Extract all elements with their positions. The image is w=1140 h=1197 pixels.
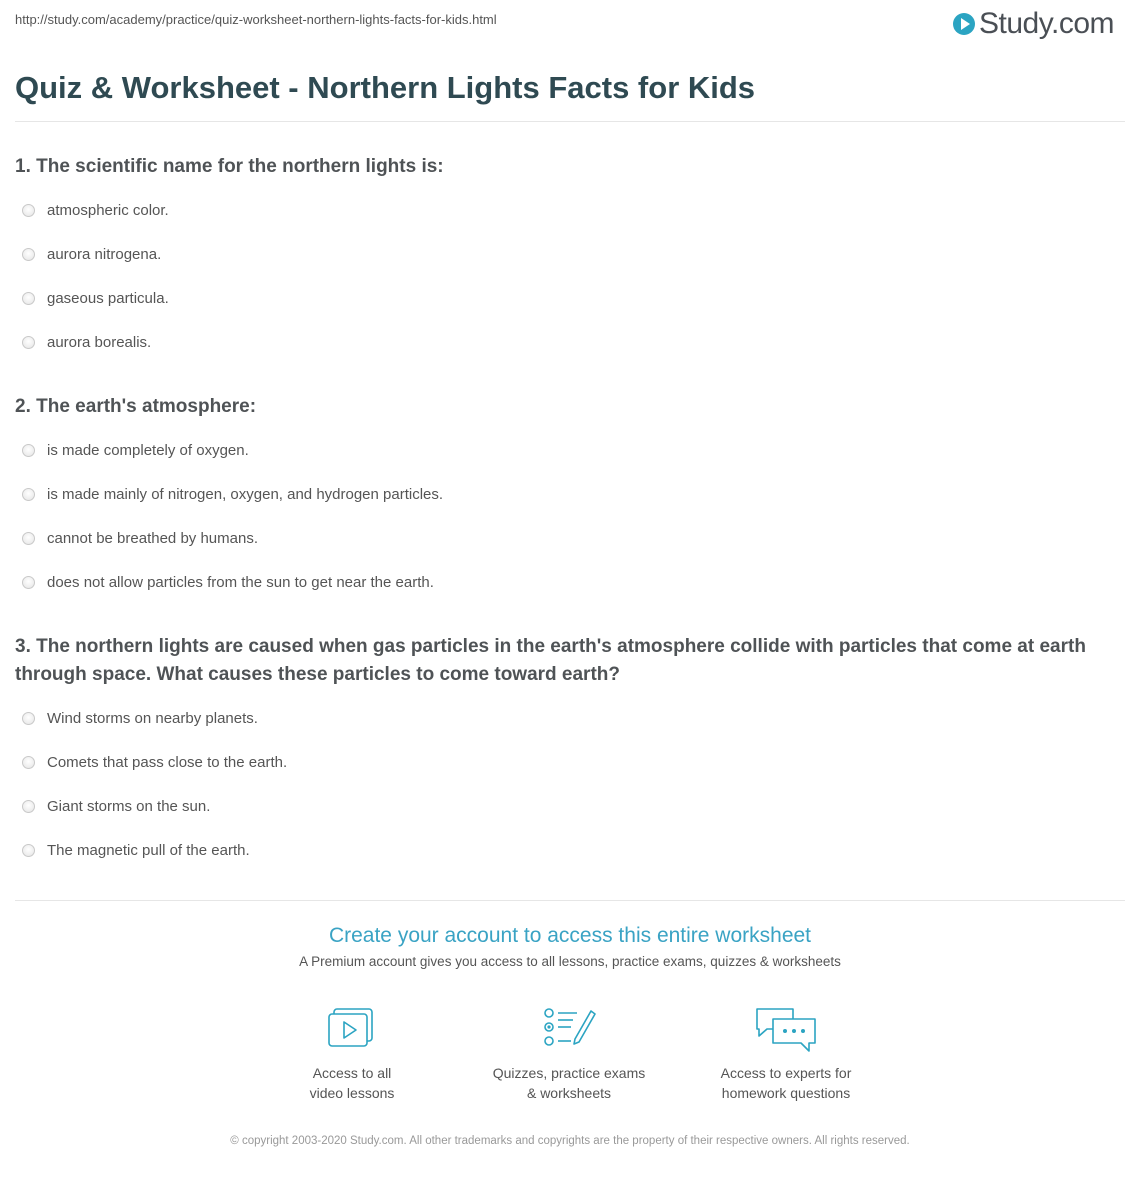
option-label: Giant storms on the sun. bbox=[47, 797, 211, 815]
option-label: atmospheric color. bbox=[47, 201, 169, 219]
option-label: cannot be breathed by humans. bbox=[47, 529, 258, 547]
cta-link[interactable]: Create your account to access this entire worksheet bbox=[328, 924, 812, 947]
option-label: The magnetic pull of the earth. bbox=[47, 841, 250, 859]
feature-label-line: Access to all bbox=[312, 1065, 392, 1081]
radio-button[interactable] bbox=[22, 248, 35, 261]
title-divider bbox=[15, 121, 1125, 122]
feature-quizzes bbox=[469, 1005, 669, 1103]
radio-button[interactable] bbox=[22, 756, 35, 769]
radio-button[interactable] bbox=[22, 844, 35, 857]
play-logo-icon bbox=[953, 13, 975, 35]
option-2b[interactable] bbox=[22, 484, 443, 504]
question-1: 1. The scientific name for the northern lights is: bbox=[15, 156, 444, 177]
cta-subtitle: A Premium account gives you access to all lessons, practice exams, quizzes & worksheets bbox=[299, 954, 841, 969]
experts-chat-icon bbox=[753, 1005, 819, 1055]
radio-button[interactable] bbox=[22, 204, 35, 217]
option-label: is made mainly of nitrogen, oxygen, and hydrogen particles. bbox=[47, 485, 444, 503]
option-2a[interactable] bbox=[22, 440, 249, 460]
radio-button[interactable] bbox=[22, 488, 35, 501]
feature-label bbox=[469, 1063, 669, 1103]
option-1b[interactable] bbox=[22, 244, 161, 264]
question-3: 3. The northern lights are caused when gas particles in the earth's atmosphere collide with particles that come at earth through space. What causes these particles to come toward earth? bbox=[15, 636, 1086, 685]
cta-divider bbox=[15, 900, 1125, 901]
feature-label bbox=[686, 1063, 886, 1103]
radio-button[interactable] bbox=[22, 576, 35, 589]
option-1a[interactable] bbox=[22, 200, 169, 220]
study-logo[interactable] bbox=[953, 6, 1114, 42]
radio-button[interactable] bbox=[22, 292, 35, 305]
option-label: aurora nitrogena. bbox=[47, 245, 162, 263]
option-label: is made completely of oxygen. bbox=[47, 441, 249, 459]
quizzes-icon bbox=[541, 1005, 597, 1051]
option-2c[interactable] bbox=[22, 528, 258, 548]
option-label: Wind storms on nearby planets. bbox=[47, 709, 258, 727]
logo-text: Study.com bbox=[979, 7, 1114, 40]
page-title: Quiz & Worksheet - Northern Lights Facts for Kids bbox=[15, 70, 756, 105]
feature-video-lessons bbox=[252, 1005, 452, 1103]
radio-button[interactable] bbox=[22, 336, 35, 349]
option-1c[interactable] bbox=[22, 288, 169, 308]
radio-button[interactable] bbox=[22, 712, 35, 725]
option-label: Comets that pass close to the earth. bbox=[47, 753, 288, 771]
feature-experts bbox=[686, 1005, 886, 1103]
page-url: http://study.com/academy/practice/quiz-worksheet-northern-lights-facts-for-kids.html bbox=[15, 12, 497, 27]
feature-label-line: & worksheets bbox=[526, 1085, 612, 1101]
top-bar bbox=[0, 0, 1140, 60]
feature-label-line: video lessons bbox=[309, 1085, 395, 1101]
radio-button[interactable] bbox=[22, 532, 35, 545]
option-1d[interactable] bbox=[22, 332, 151, 352]
feature-label bbox=[252, 1063, 452, 1103]
video-lessons-icon bbox=[324, 1005, 380, 1051]
radio-button[interactable] bbox=[22, 444, 35, 457]
option-label: aurora borealis. bbox=[47, 333, 152, 351]
option-3c[interactable] bbox=[22, 796, 210, 816]
option-3a[interactable] bbox=[22, 708, 258, 728]
option-3d[interactable] bbox=[22, 840, 250, 860]
feature-label-line: Access to experts for bbox=[720, 1065, 852, 1081]
feature-label-line: homework questions bbox=[721, 1085, 851, 1101]
option-label: gaseous particula. bbox=[47, 289, 169, 307]
option-2d[interactable] bbox=[22, 572, 434, 592]
option-3b[interactable] bbox=[22, 752, 287, 772]
copyright-notice: © copyright 2003-2020 Study.com. All other trademarks and copyrights are the property of their respective owners. All rights reserved. bbox=[230, 1135, 910, 1147]
option-label: does not allow particles from the sun to get near the earth. bbox=[47, 573, 434, 591]
radio-button[interactable] bbox=[22, 800, 35, 813]
question-2: 2. The earth's atmosphere: bbox=[15, 396, 257, 417]
feature-label-line: Quizzes, practice exams bbox=[492, 1065, 646, 1081]
